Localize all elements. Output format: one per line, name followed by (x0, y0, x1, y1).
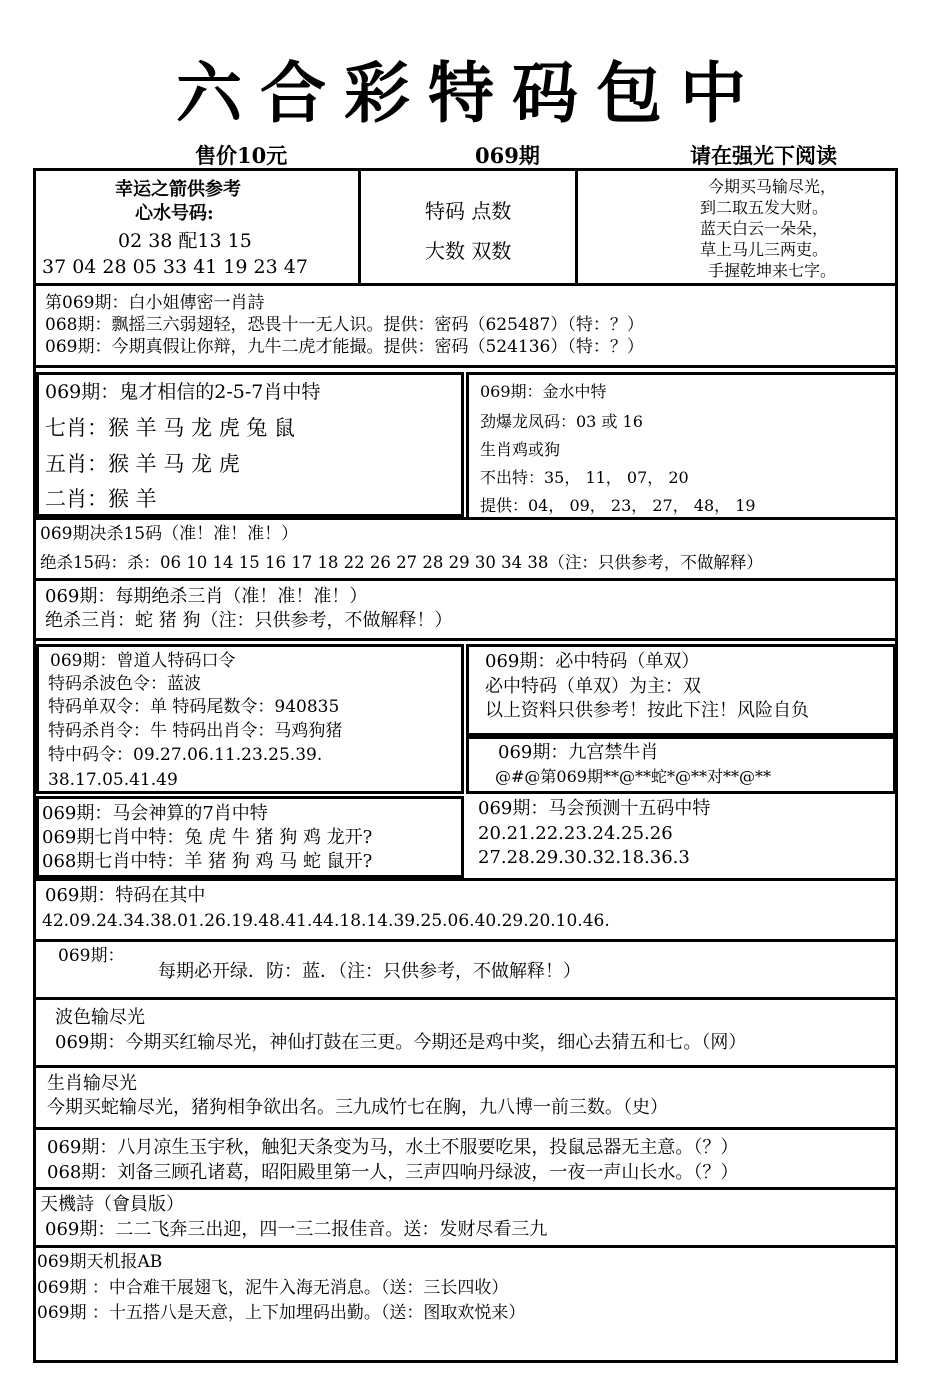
divider (33, 1127, 898, 1130)
lucky-title: 幸运之箭供参考 (115, 179, 241, 200)
special-hint-1: 特码 点数 (425, 199, 512, 223)
divider (33, 1245, 898, 1248)
divider (33, 939, 898, 942)
poem-line: 手握乾坤来七字。 (708, 261, 837, 280)
s9-line: 068期七肖中特：羊 猪 狗 鸡 马 蛇 鼠开? (42, 851, 373, 872)
s1-line: 068期：飘摇三六弱翅轻，恐畏十一无人识。提供：密码（625487）（特：？） (45, 315, 644, 335)
s9-line: 069期七肖中特：兔 虎 牛 猪 狗 鸡 龙开? (42, 827, 373, 848)
divider (466, 372, 469, 517)
divider (33, 578, 898, 581)
s10-title: 069期：马会预测十五码中特 (478, 798, 711, 819)
divider (33, 1065, 898, 1068)
divider (358, 170, 361, 283)
divider (33, 365, 898, 368)
s1-line: 069期：今期真假让你辩，九牛二虎才能撮。提供：密码（524136）（特：？） (45, 337, 644, 357)
s14-line: 今期买蛇输尽光，猪狗相争欲出名。三九成竹七在胸，九八博一前三数。（史） (47, 1097, 668, 1118)
s6-line: 特码杀肖令：牛 特码出肖令：马鸡狗猪 (48, 721, 343, 741)
s6-line: 38.17.05.41.49 (48, 770, 178, 790)
s8-line: @#@第069期**@**蛇*@**对**@** (495, 767, 771, 786)
s6-line: 特码单双令：单 特码尾数令：940835 (48, 697, 340, 717)
s5-title: 069期：每期绝杀三肖（准！准！准！） (45, 586, 368, 607)
s11-title: 069期：特码在其中 (45, 885, 206, 906)
s2-seven: 七肖：猴 羊 马 龙 虎 兔 鼠 (45, 416, 296, 440)
s13-line: 069期：今期买红输尽光，神仙打鼓在三更。今期还是鸡中奖，细心去猜五和七。（网） (55, 1032, 747, 1053)
special-hint-2: 大数 双数 (425, 239, 512, 263)
divider (33, 638, 898, 641)
divider (33, 878, 898, 881)
heart-numbers-1: 02 38 配13 15 (118, 230, 252, 252)
s11-line: 42.09.24.34.38.01.26.19.48.41.44.18.14.39.25.06.40.29.20.10.46. (42, 911, 610, 931)
s7-line: 以上资料只供参考！按此下注！风险自负 (485, 700, 809, 721)
poem-line: 蓝天白云一朵朵， (700, 219, 829, 238)
s4-line: 绝杀15码：杀：06 10 14 15 16 17 18 22 26 27 28 29 30 34 38（注：只供参考，不做解释） (40, 553, 763, 572)
s15-line: 068期：刘备三顾孔诸葛，昭阳殿里第一人，三声四响丹绿波，一夜一声山长水。（？） (47, 1162, 739, 1183)
heart-label: 心水号码: (135, 203, 214, 224)
s3-line: 劲爆龙凤码：03 或 16 (480, 412, 643, 431)
s12-title: 069期： (58, 946, 125, 966)
s2-five: 五肖：猴 羊 马 龙 虎 (45, 452, 240, 476)
s7-title: 069期：必中特码（单双） (485, 651, 700, 672)
divider (33, 1187, 898, 1190)
s17-title: 069期天机报AB (37, 1252, 163, 1272)
s16-line: 069期：二二飞奔三出迎，四一三二报佳音。送：发财尽看三九 (45, 1219, 548, 1240)
reading-note: 请在强光下阅读 (690, 143, 837, 168)
divider (466, 372, 896, 375)
divider (33, 997, 898, 1000)
s2-title: 069期：鬼才相信的2-5-7肖中特 (45, 381, 321, 403)
s17-line: 069期 ：十五搭八是天意，上下加埋码出勤。（送：图取欢悦来） (37, 1303, 526, 1323)
s6-title: 069期：曾道人特码口令 (50, 651, 236, 671)
price-label: 售价10元 (195, 143, 288, 168)
s3-line: 生肖鸡或狗 (480, 440, 561, 459)
s13-title: 波色输尽光 (55, 1007, 145, 1028)
s10-line: 20.21.22.23.24.25.26 (478, 823, 673, 844)
s1-title: 第069期：白小姐傳密一肖詩 (45, 293, 265, 313)
s14-title: 生肖输尽光 (47, 1073, 137, 1094)
s3-title: 069期：金水中特 (480, 382, 607, 401)
s2-two: 二肖：猴 羊 (45, 487, 157, 511)
s10-line: 27.28.29.30.32.18.36.3 (478, 847, 690, 868)
issue-label: 069期 (475, 143, 540, 168)
s8-title: 069期：九宫禁牛肖 (498, 742, 659, 763)
poem-line: 到二取五发大财。 (700, 198, 829, 217)
poem-line: 今期买马输尽光， (708, 177, 837, 196)
s12-line: 每期必开绿．防：蓝．（注：只供参考，不做解释！） (158, 961, 581, 982)
s9-title: 069期：马会神算的7肖中特 (42, 803, 268, 824)
s5-line: 绝杀三肖：蛇 猪 狗（注：只供参考，不做解释！） (45, 610, 453, 631)
s16-title: 天機詩（會員版） (40, 1194, 184, 1215)
poem-line: 草上马儿三两吏。 (700, 240, 829, 259)
divider (575, 170, 578, 283)
s6-line: 特码杀波色令：蓝波 (48, 674, 201, 694)
s7-line: 必中特码（单双）为主：双 (485, 676, 701, 697)
s3-line: 提供：04， 09， 23， 27， 48， 19 (480, 496, 756, 515)
s4-title: 069期决杀15码（准！准！准！） (40, 524, 299, 544)
heart-numbers-2: 37 04 28 05 33 41 19 23 47 (42, 256, 308, 278)
divider (33, 283, 898, 286)
s15-line: 069期：八月凉生玉宇秋，触犯天条变为马，水土不服要吃果，投鼠忌器无主意。（？） (47, 1137, 739, 1158)
page-title: 六合彩特码包中 (176, 54, 764, 132)
s3-line: 不出特：35， 11， 07， 20 (480, 468, 689, 487)
s17-line: 069期 ：中合难干展翅飞，泥牛入海无消息。（送：三长四收） (37, 1278, 509, 1298)
divider (33, 517, 898, 520)
s6-line: 特中码令：09.27.06.11.23.25.39. (48, 745, 323, 765)
